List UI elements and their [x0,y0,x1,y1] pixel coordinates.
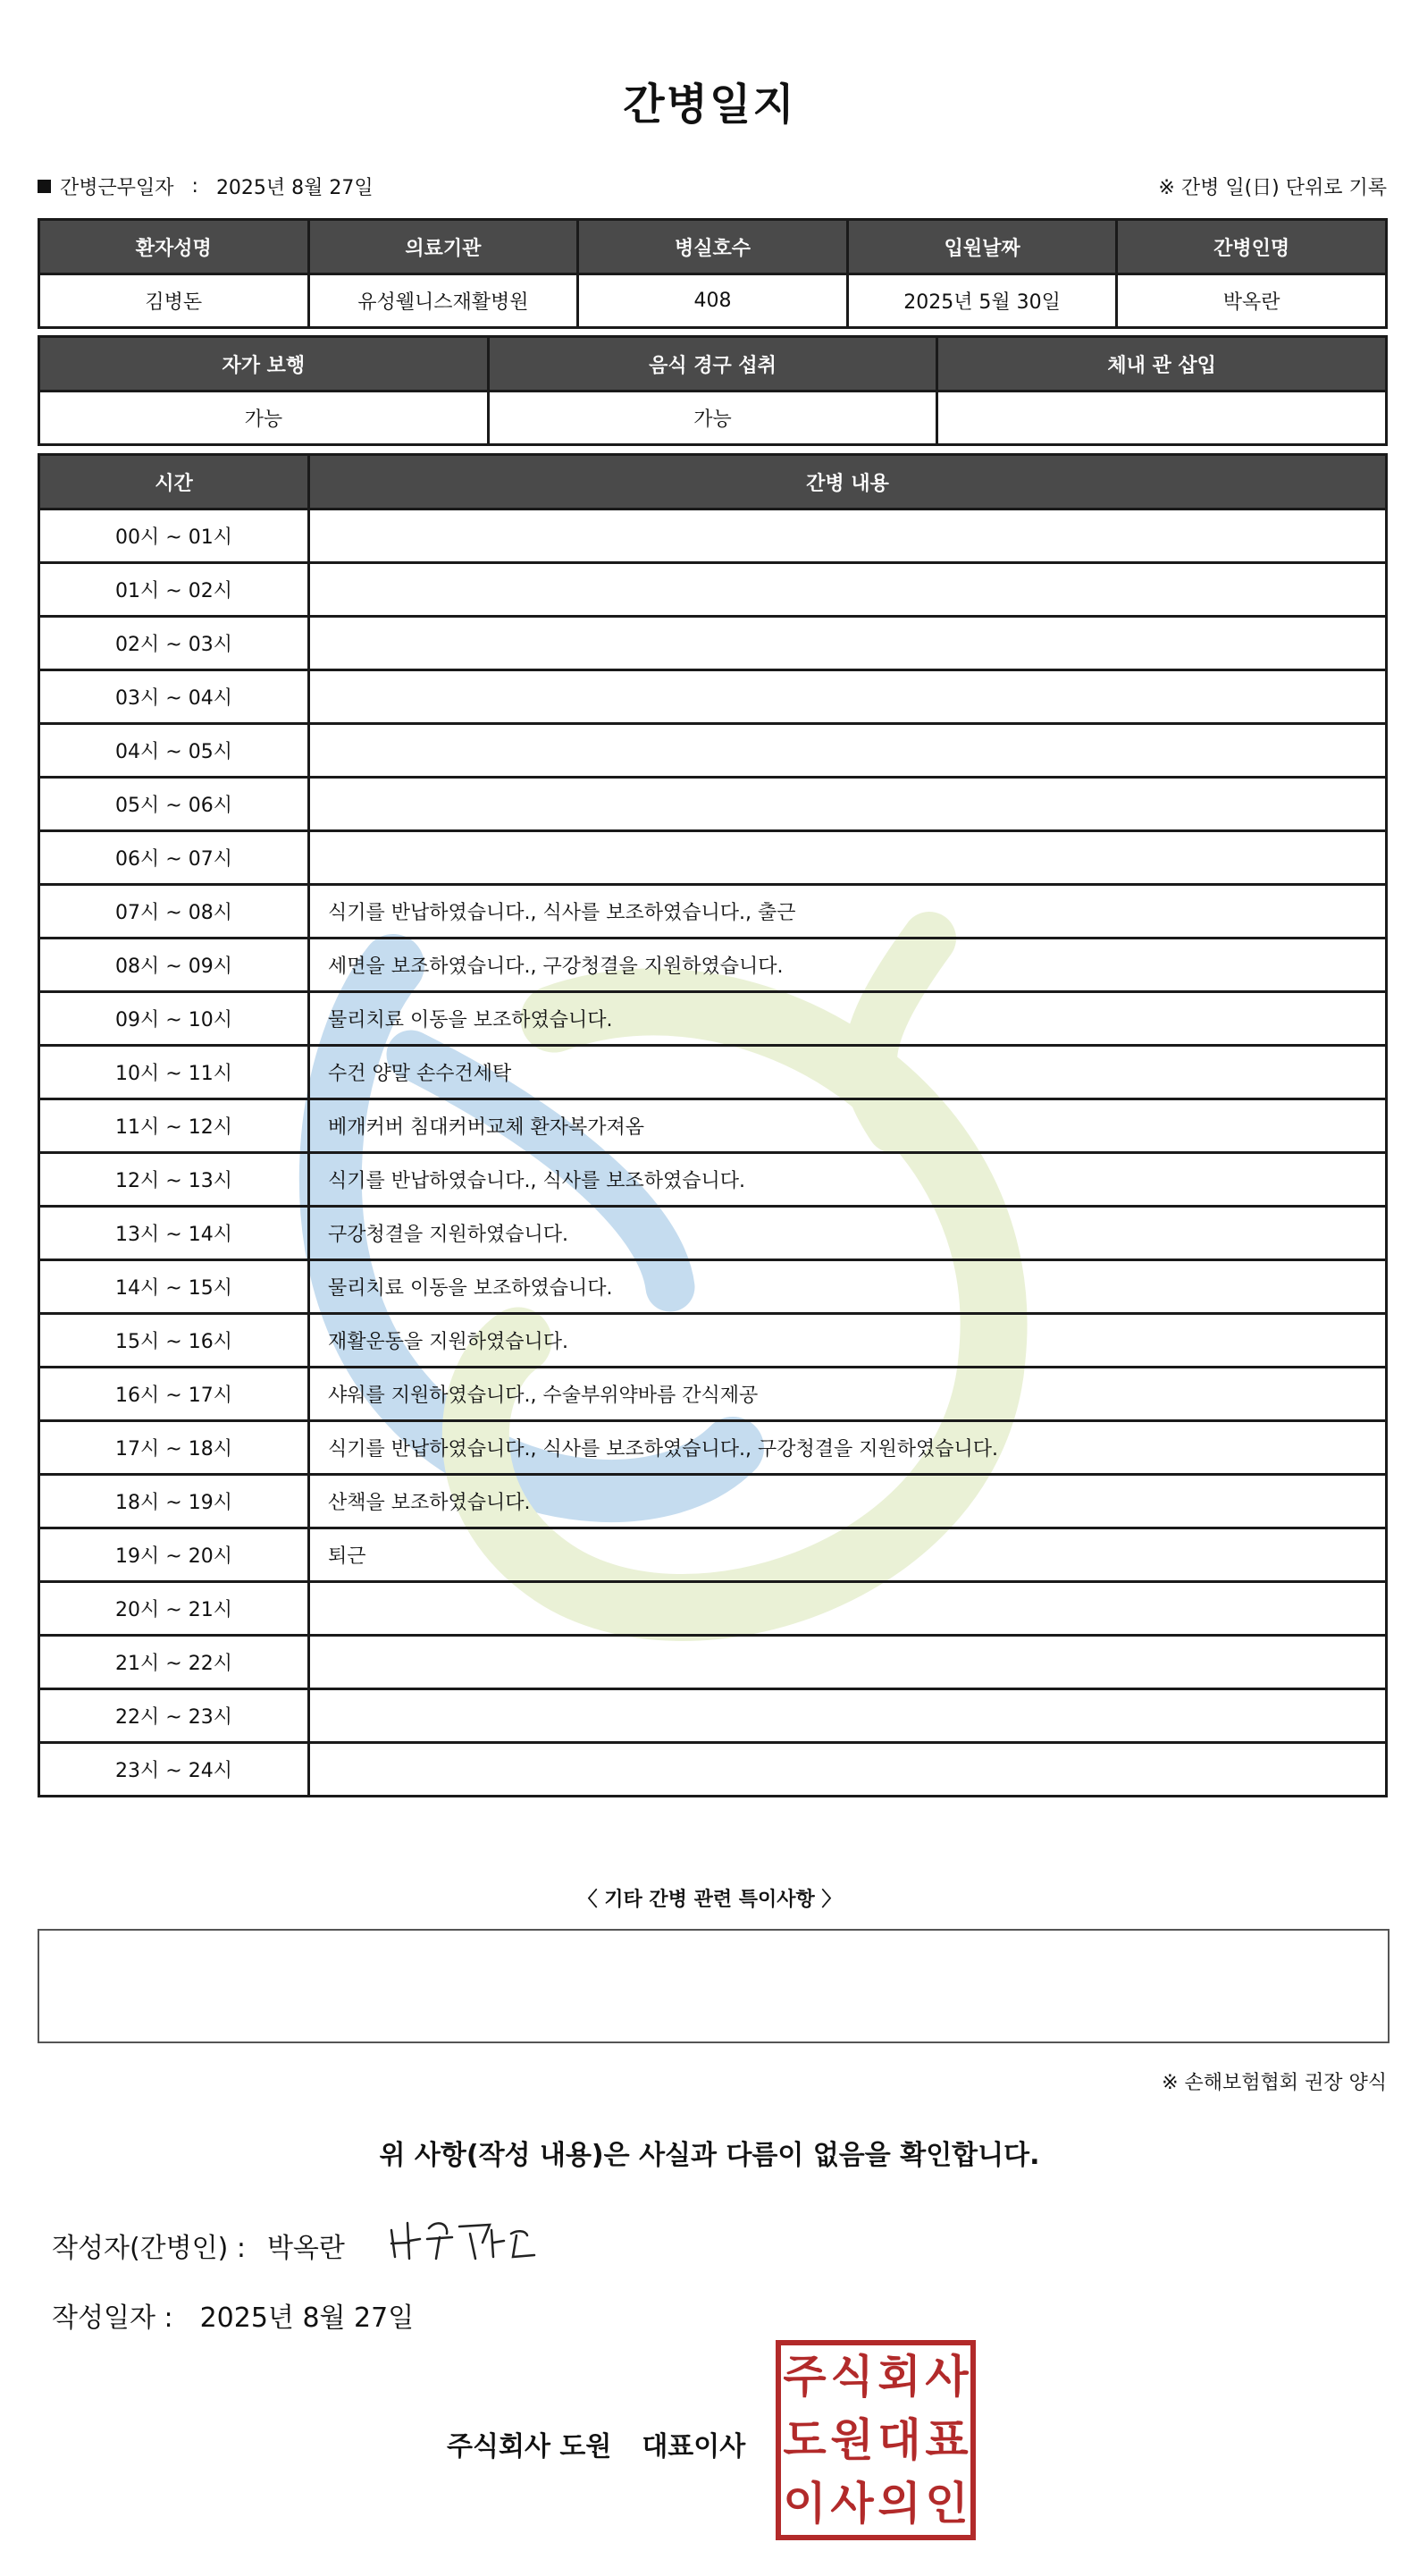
care-content: 베개커버 침대커버교체 환자복가져옴 [309,1099,1387,1153]
writer-line [52,2226,345,2265]
unit-note: ※ 간병 일(日) 단위로 기록 [1158,177,1387,199]
care-content: 세면을 보조하였습니다., 구강청결을 지원하였습니다. [309,939,1387,992]
admission-date: 2025년 5월 30일 [847,274,1117,328]
bullet-square-icon [38,180,51,193]
time-slot: 20시 ~ 21시 [39,1582,309,1636]
work-date-separator: : [191,175,198,198]
time-slot: 04시 ~ 05시 [39,724,309,778]
table-row [39,992,1387,1046]
header-room: 병실호수 [578,220,848,274]
association-note: ※ 손해보험협회 권장 양식 [1162,2072,1387,2094]
time-slot: 00시 ~ 01시 [39,509,309,563]
care-content: 식기를 반납하였습니다., 식사를 보조하였습니다. [309,1153,1387,1207]
confirmation-statement: 위 사항(작성 내용)은 사실과 다름이 없음을 확인합니다. [379,2140,1040,2171]
table-row [39,1421,1387,1475]
seal-char: 식 [830,2351,874,2403]
table-row [39,1099,1387,1153]
header-oral-intake: 음식 경구 섭취 [488,337,937,391]
header-care-content: 간병 내용 [309,455,1387,509]
seal-char: 인 [925,2477,969,2530]
care-content [309,1582,1387,1636]
header-tube-insertion: 체내 관 삽입 [937,337,1387,391]
company-seal-stamp [776,2340,976,2540]
table-row [39,391,1387,445]
write-date-label: 작성일자 : [52,2302,173,2334]
header-time: 시간 [39,455,309,509]
table-header-row [39,455,1387,509]
seal-char: 표 [925,2413,969,2466]
care-content [309,617,1387,670]
care-content [309,831,1387,885]
seal-char: 원 [830,2413,874,2466]
time-slot: 11시 ~ 12시 [39,1099,309,1153]
care-log-table [38,453,1388,1797]
table-row [39,1260,1387,1314]
writer-name: 박옥란 [266,2233,345,2264]
institution: 유성웰니스재활병원 [308,274,578,328]
time-slot: 05시 ~ 06시 [39,778,309,831]
notes-title: 〈 기타 간병 관련 특이사항 〉 [577,1889,842,1911]
time-slot: 02시 ~ 03시 [39,617,309,670]
care-content: 수건 양말 손수건세탁 [309,1046,1387,1099]
table-row [39,1046,1387,1099]
care-content: 산책을 보조하였습니다. [309,1475,1387,1528]
time-slot: 12시 ~ 13시 [39,1153,309,1207]
table-row [39,1689,1387,1743]
care-content: 구강청결을 지원하였습니다. [309,1207,1387,1260]
table-row [39,509,1387,563]
time-slot: 07시 ~ 08시 [39,885,309,939]
table-row [39,1743,1387,1797]
time-slot: 09시 ~ 10시 [39,992,309,1046]
table-row [39,1636,1387,1689]
care-content: 식기를 반납하였습니다., 식사를 보조하였습니다., 구강청결을 지원하였습니다. [309,1421,1387,1475]
care-content [309,670,1387,724]
table-row [39,778,1387,831]
time-slot: 16시 ~ 17시 [39,1368,309,1421]
table-row [39,1314,1387,1368]
table-header-row [39,337,1387,391]
tube-insertion-value [937,391,1387,445]
care-content: 샤워를 지원하였습니다., 수술부위약바름 간식제공 [309,1368,1387,1421]
patient-status-table [38,335,1388,446]
header-patient-name: 환자성명 [39,220,309,274]
seal-char: 대 [877,2413,921,2466]
oral-intake-value: 가능 [488,391,937,445]
header-institution: 의료기관 [308,220,578,274]
table-row [39,1475,1387,1528]
time-slot: 14시 ~ 15시 [39,1260,309,1314]
room-number: 408 [578,274,848,328]
seal-char: 사 [830,2477,874,2530]
time-slot: 21시 ~ 22시 [39,1636,309,1689]
table-row [39,274,1387,328]
care-content [309,509,1387,563]
care-content [309,1689,1387,1743]
time-slot: 18시 ~ 19시 [39,1475,309,1528]
work-date [38,173,374,200]
patient-name: 김병돈 [39,274,309,328]
table-row [39,1153,1387,1207]
handwritten-signature [382,2203,543,2275]
time-slot: 10시 ~ 11시 [39,1046,309,1099]
table-header-row [39,220,1387,274]
work-date-value: 2025년 8월 27일 [215,177,374,199]
time-slot: 15시 ~ 16시 [39,1314,309,1368]
table-row [39,670,1387,724]
seal-char: 사 [925,2351,969,2403]
company-name: 주식회사 도원 [447,2431,612,2462]
table-row [39,1368,1387,1421]
write-date-value: 2025년 8월 27일 [199,2302,415,2334]
care-content: 물리치료 이동을 보조하였습니다. [309,992,1387,1046]
time-slot: 19시 ~ 20시 [39,1528,309,1582]
time-slot: 22시 ~ 23시 [39,1689,309,1743]
table-row [39,724,1387,778]
writer-label: 작성자(간병인) : [52,2233,246,2264]
care-content: 퇴근 [309,1528,1387,1582]
company-line [447,2424,745,2463]
table-row [39,1582,1387,1636]
seal-char: 회 [877,2351,921,2403]
time-slot: 06시 ~ 07시 [39,831,309,885]
notes-box [38,1929,1390,2043]
time-slot: 03시 ~ 04시 [39,670,309,724]
page-title: 간병일지 [623,80,796,130]
work-date-label: 간병근무일자 [60,177,174,199]
table-row [39,939,1387,992]
care-content [309,1636,1387,1689]
self-walking-value: 가능 [39,391,489,445]
header-admission-date: 입원날짜 [847,220,1117,274]
time-slot: 23시 ~ 24시 [39,1743,309,1797]
representative-title: 대표이사 [642,2431,746,2462]
seal-char: 이 [783,2477,827,2530]
header-caregiver: 간병인명 [1117,220,1387,274]
seal-char: 도 [783,2413,827,2466]
caregiver-name: 박옥란 [1117,274,1387,328]
seal-char: 의 [877,2477,921,2530]
header-self-walking: 자가 보행 [39,337,489,391]
care-content [309,778,1387,831]
time-slot: 01시 ~ 02시 [39,563,309,617]
table-row [39,617,1387,670]
care-content: 식기를 반납하였습니다., 식사를 보조하였습니다., 출근 [309,885,1387,939]
table-row [39,1528,1387,1582]
time-slot: 08시 ~ 09시 [39,939,309,992]
care-content [309,563,1387,617]
seal-char: 주 [783,2351,827,2403]
patient-info-table [38,218,1388,329]
table-row [39,885,1387,939]
care-content [309,1743,1387,1797]
time-slot: 17시 ~ 18시 [39,1421,309,1475]
time-slot: 13시 ~ 14시 [39,1207,309,1260]
table-row [39,831,1387,885]
table-row [39,563,1387,617]
care-content [309,724,1387,778]
table-row [39,1207,1387,1260]
write-date-line [52,2295,414,2335]
care-content: 재활운동을 지원하였습니다. [309,1314,1387,1368]
care-content: 물리치료 이동을 보조하였습니다. [309,1260,1387,1314]
